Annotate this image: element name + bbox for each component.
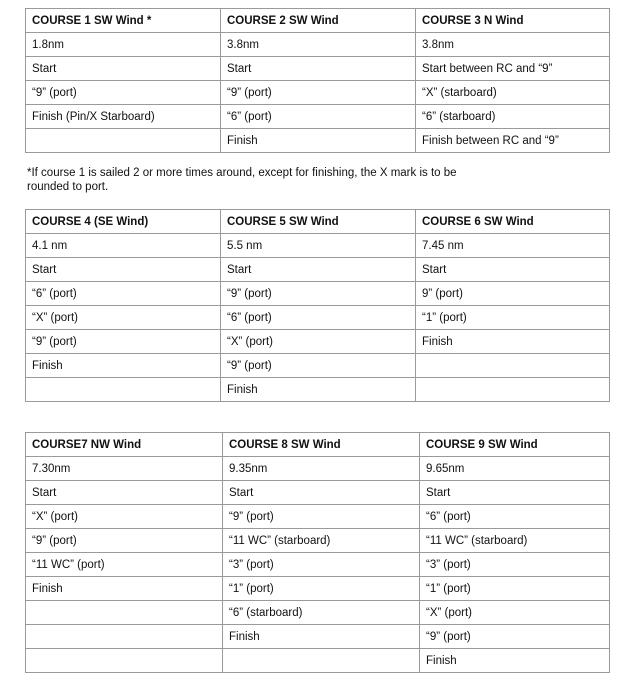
table-row — [26, 33, 610, 57]
table-cell: “9” (port) — [26, 330, 221, 354]
table-cell: “11 WC” (starboard) — [223, 529, 420, 553]
table-row — [26, 105, 610, 129]
table-cell: Finish — [223, 625, 420, 649]
table-cell: 3.8nm — [416, 33, 610, 57]
table-cell: “6” (port) — [420, 505, 610, 529]
table-row — [26, 330, 610, 354]
table-cell: “9” (port) — [26, 81, 221, 105]
table-row — [26, 529, 610, 553]
table-cell: “6” (starboard) — [223, 601, 420, 625]
table-cell: “3” (port) — [223, 553, 420, 577]
table-cell: 9” (port) — [416, 282, 610, 306]
table-cell: “X” (starboard) — [416, 81, 610, 105]
table-cell: Finish — [26, 577, 223, 601]
table-cell: “X” (port) — [26, 306, 221, 330]
table-cell: “1” (port) — [223, 577, 420, 601]
table-cell: “9” (port) — [26, 529, 223, 553]
table-row — [26, 306, 610, 330]
table-cell: “9” (port) — [420, 625, 610, 649]
table-header-row — [26, 433, 610, 457]
course-table-1-3 — [25, 8, 610, 153]
table-cell: “6” (starboard) — [416, 105, 610, 129]
table-row — [26, 234, 610, 258]
table-cell: “1” (port) — [416, 306, 610, 330]
table-cell — [26, 378, 221, 402]
table-cell: “9” (port) — [221, 282, 416, 306]
course-header: COURSE 5 SW Wind — [221, 210, 416, 234]
table-row — [26, 625, 610, 649]
table-cell: Finish — [420, 649, 610, 673]
course-header: COURSE 3 N Wind — [416, 9, 610, 33]
table-row — [26, 282, 610, 306]
table-cell: “9” (port) — [223, 505, 420, 529]
table-row — [26, 354, 610, 378]
table-cell — [26, 625, 223, 649]
table-cell: 7.45 nm — [416, 234, 610, 258]
table-row — [26, 553, 610, 577]
table-cell: 5.5 nm — [221, 234, 416, 258]
table-cell: “X” (port) — [26, 505, 223, 529]
table-row — [26, 258, 610, 282]
table-cell: “9” (port) — [221, 81, 416, 105]
table-cell: “11 WC” (starboard) — [420, 529, 610, 553]
table-row — [26, 378, 610, 402]
table-row — [26, 81, 610, 105]
table-row — [26, 481, 610, 505]
table-cell: Finish — [221, 378, 416, 402]
table-cell: 7.30nm — [26, 457, 223, 481]
table-header-row — [26, 9, 610, 33]
course-header: COURSE 8 SW Wind — [223, 433, 420, 457]
table-row — [26, 577, 610, 601]
table-cell: Start between RC and “9” — [416, 57, 610, 81]
table-cell — [26, 649, 223, 673]
table-cell: “6” (port) — [221, 306, 416, 330]
table-cell — [26, 601, 223, 625]
course-header: COURSE 1 SW Wind * — [26, 9, 221, 33]
course-header: COURSE 2 SW Wind — [221, 9, 416, 33]
table-cell: Finish — [416, 330, 610, 354]
table-cell — [416, 354, 610, 378]
table-row — [26, 649, 610, 673]
course-header: COURSE 9 SW Wind — [420, 433, 610, 457]
table-cell: Finish — [26, 354, 221, 378]
table-row — [26, 57, 610, 81]
table-cell: Start — [221, 258, 416, 282]
table-cell: Start — [416, 258, 610, 282]
table-cell: “9” (port) — [221, 354, 416, 378]
table-cell: 4.1 nm — [26, 234, 221, 258]
table-cell: 9.65nm — [420, 457, 610, 481]
course-header: COURSE 6 SW Wind — [416, 210, 610, 234]
table-cell: 1.8nm — [26, 33, 221, 57]
table-row — [26, 129, 610, 153]
table-cell: Finish between RC and “9” — [416, 129, 610, 153]
table-cell: “X” (port) — [221, 330, 416, 354]
table-cell — [416, 378, 610, 402]
table-cell: “11 WC” (port) — [26, 553, 223, 577]
table-cell — [223, 649, 420, 673]
table-cell: Start — [26, 57, 221, 81]
course-table-7-9 — [25, 432, 610, 673]
table-cell: “6” (port) — [26, 282, 221, 306]
course-header: COURSE7 NW Wind — [26, 433, 223, 457]
table-cell: Finish — [221, 129, 416, 153]
table-cell — [26, 129, 221, 153]
table-cell: Start — [420, 481, 610, 505]
table-cell: 3.8nm — [221, 33, 416, 57]
course-1-footnote: *If course 1 is sailed 2 or more times around, except for finishing, the X mark is to be rounded to port. — [27, 167, 457, 193]
course-header: COURSE 4 (SE Wind) — [26, 210, 221, 234]
table-row — [26, 457, 610, 481]
table-row — [26, 601, 610, 625]
table-cell: “1” (port) — [420, 577, 610, 601]
table-row — [26, 505, 610, 529]
course-table-4-6 — [25, 209, 610, 402]
table-cell: 9.35nm — [223, 457, 420, 481]
table-cell: “X” (port) — [420, 601, 610, 625]
table-cell: Start — [223, 481, 420, 505]
table-cell: Finish (Pin/X Starboard) — [26, 105, 221, 129]
table-cell: Start — [26, 258, 221, 282]
table-cell: Start — [26, 481, 223, 505]
table-cell: Start — [221, 57, 416, 81]
table-header-row — [26, 210, 610, 234]
table-cell: “6” (port) — [221, 105, 416, 129]
table-cell: “3” (port) — [420, 553, 610, 577]
